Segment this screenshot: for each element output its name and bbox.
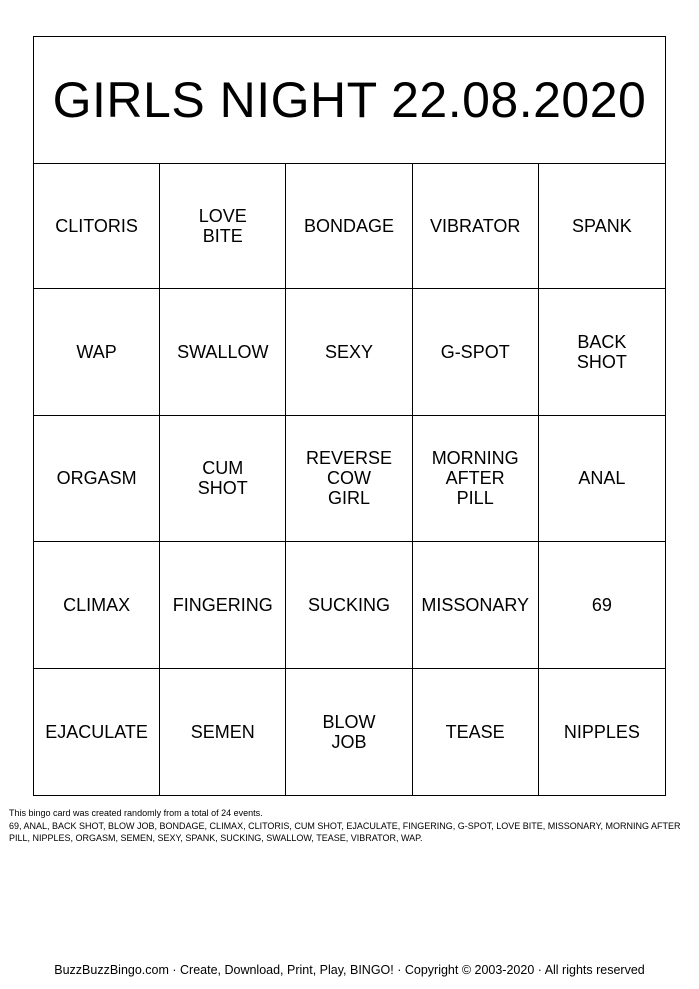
bingo-grid (34, 163, 665, 795)
bingo-cell: SPANK (539, 163, 665, 289)
bingo-cell: 69 (539, 542, 665, 668)
footer-text: · Create, Download, Print, Play, BINGO! · Copyright © 2003-2020 · All rights reserved (168, 963, 645, 977)
bingo-card (33, 36, 666, 796)
bingo-cell: SUCKING (286, 542, 412, 668)
bingo-cell: MISSONARY (413, 542, 539, 668)
bingo-cell: TEASE (413, 669, 539, 795)
bingo-cell: EJACULATE (34, 669, 160, 795)
bingo-cell: LOVE BITE (160, 163, 286, 289)
footnote (9, 807, 689, 845)
footnote-intro: This bingo card was created randomly from a total of 24 events. (9, 808, 263, 818)
bingo-cell: BONDAGE (286, 163, 412, 289)
bingo-cell: CLIMAX (34, 542, 160, 668)
bingo-cell: CLITORIS (34, 163, 160, 289)
bingo-cell: BACK SHOT (539, 289, 665, 415)
bingo-cell: ORGASM (34, 416, 160, 542)
bingo-cell: WAP (34, 289, 160, 415)
bingo-cell: SEXY (286, 289, 412, 415)
page-footer (0, 963, 699, 977)
bingo-cell: CUM SHOT (160, 416, 286, 542)
footnote-event-list: 69, ANAL, BACK SHOT, BLOW JOB, BONDAGE, CLIMAX, CLITORIS, CUM SHOT, EJACULATE, FINGERING, G-SPOT, LOVE BITE, MISSONARY, MORNING AFTER PILL, NIPPLES, ORGASM, SEMEN, SEXY, SPANK, SUCKING, SWALLOW, TEASE, VIBRATOR, WAP. (9, 820, 681, 843)
site-link[interactable]: BuzzBuzzBingo.com (54, 963, 169, 977)
bingo-cell: FINGERING (160, 542, 286, 668)
bingo-cell: BLOW JOB (286, 669, 412, 795)
bingo-cell: ANAL (539, 416, 665, 542)
bingo-cell: REVERSE COW GIRL (286, 416, 412, 542)
bingo-cell: VIBRATOR (413, 163, 539, 289)
title-box (34, 37, 665, 164)
bingo-cell: MORNING AFTER PILL (413, 416, 539, 542)
bingo-cell: SEMEN (160, 669, 286, 795)
bingo-cell: SWALLOW (160, 289, 286, 415)
bingo-cell: NIPPLES (563, 721, 640, 742)
card-title: GIRLS NIGHT 22.08.2020 (52, 72, 647, 128)
bingo-cell: G-SPOT (413, 289, 539, 415)
